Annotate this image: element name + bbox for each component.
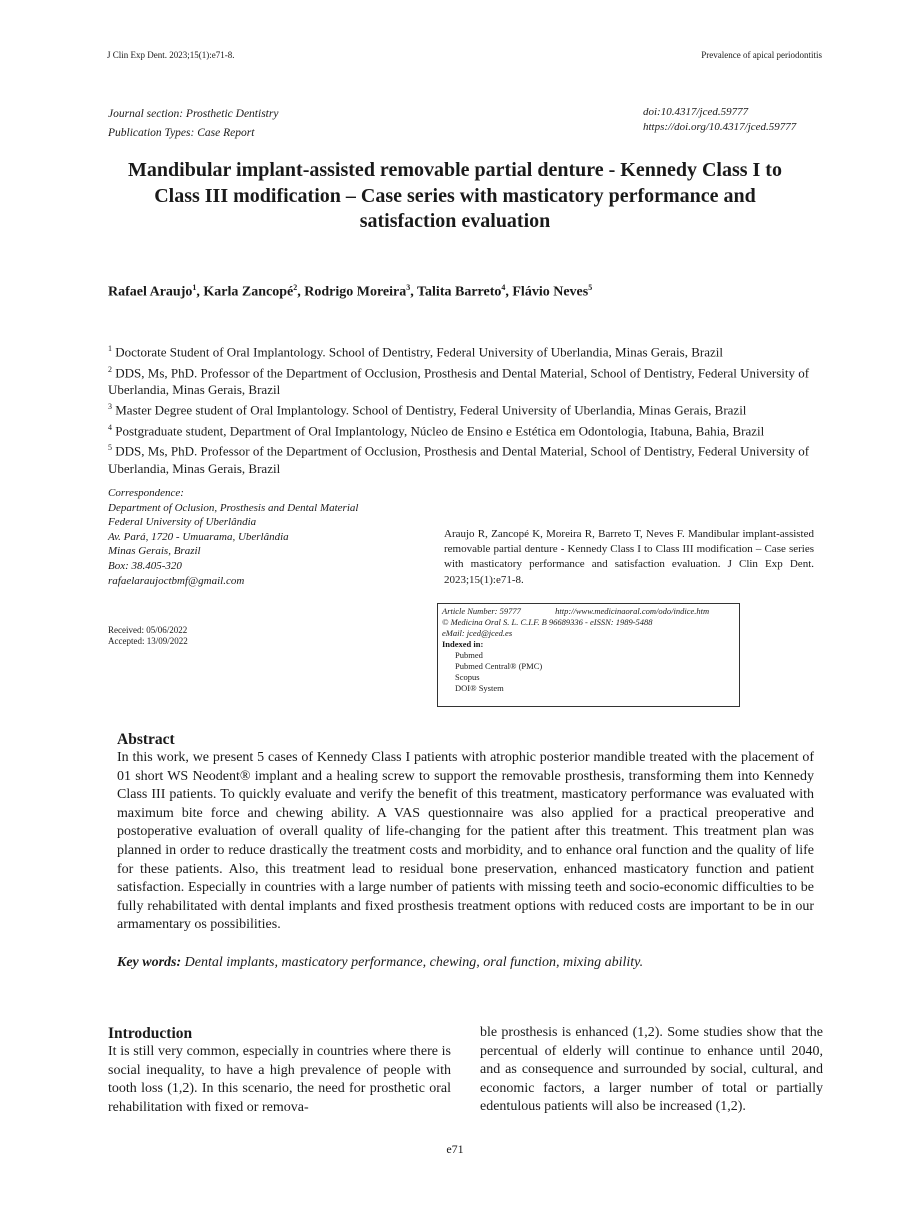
journal-url[interactable]: http://www.medicinaoral.com/odo/indice.htm xyxy=(555,606,710,616)
introduction-left-column xyxy=(108,1024,451,1117)
affiliation-text: Master Degree student of Oral Implantology. School of Dentistry, Federal University of Uberlandia, Minas Gerais, Brazil xyxy=(115,402,747,418)
dates-block xyxy=(108,625,188,647)
info-row xyxy=(442,606,731,617)
keywords xyxy=(117,955,814,971)
contact-email[interactable]: eMail: jced@jced.es xyxy=(442,628,513,638)
affiliation-sup: 5 xyxy=(108,443,112,453)
index-item: Pubmed xyxy=(455,650,483,660)
author-sup: 4 xyxy=(501,283,506,292)
affiliation-sup: 1 xyxy=(108,344,112,353)
affiliation-sup: 3 xyxy=(108,402,112,412)
affiliation-sup: 4 xyxy=(108,422,112,432)
introduction-text-left: It is still very common, especially in countries where there is social inequality, to have a high prevalence of people with tooth loss (1,2). In this scenario, the need for prosthetic oral rehabilitation with fixed or remova- xyxy=(108,1044,451,1115)
author-sup: 3 xyxy=(406,283,411,292)
article-meta-right xyxy=(643,105,796,135)
publication-type: Publication Types: Case Report xyxy=(108,127,255,139)
article-number: Article Number: 59777 xyxy=(442,606,521,616)
correspondence-line: Minas Gerais, Brazil xyxy=(108,545,201,558)
author-list: Rafael Araujo$^1$, Karla Zancopé$^2$, Rodrigo Moreira$^3$, Talita Barreto$^4$, Flávio Neves$^5$ xyxy=(108,283,593,300)
index-item: Scopus xyxy=(455,672,480,682)
keywords-text: Dental implants, masticatory performance, chewing, oral function, mixing ability. xyxy=(184,955,644,970)
publisher-info: © Medicina Oral S. L. C.I.F. B 96689336 - eISSN: 1989-5488 xyxy=(442,617,653,627)
abstract-text: In this work, we present 5 cases of Kennedy Class I patients with atrophic posterior mandible treated with the placement of 01 short WS Neodent® implant and a healing screw to support the removable prosthesis, transforming them into Kennedy Class III patients. To quickly evaluate and verify the benefit of this treatment, masticatory performance was evaluated with maximum bite force and chewing ability. A VAS questionnaire was also applied for a practical preoperative and postoperative evaluation of overall quality of life-changing for the patient after this treatment. This treatment plan was planned in order to reduce drastically the treatment costs and morbidity, and to enhance oral function and the quality of life for these patients. Also, this treatment lead to residual bone preservation, enhanced masticatory function and patient satisfaction. Especially in countries with a large number of patients with missing teeth and socio-economic difficulties to be fully rehabilitated with dental implants and fixed prosthesis treatment options with reduced costs are important to be in our armamentary os possibilities. xyxy=(117,750,814,933)
affiliation-text: Doctorate Student of Oral Implantology. School of Dentistry, Federal University of Uberlandia, Minas Gerais, Brazil xyxy=(115,344,723,360)
correspondence-block xyxy=(108,486,358,588)
introduction-text-right: ble prosthesis is enhanced (1,2). Some studies show that the percentual of elderly will continue to enhance until 2040, and as consequence and surrounded by social, cultural, and economic factors, a larger number of total or partially edentulous patients will also be increased (1,2). xyxy=(480,1025,823,1115)
author-sup: 5 xyxy=(588,283,593,292)
affiliation-item xyxy=(108,361,824,399)
affiliation-item xyxy=(108,340,824,361)
correspondence-line: Box: 38.405-320 xyxy=(108,559,182,572)
correspondence-line: Av. Pará, 1720 - Umuarama, Uberlândia xyxy=(108,530,289,543)
affiliation-item xyxy=(108,419,824,440)
affiliation-text: DDS, Ms, PhD. Professor of the Department of Occlusion, Prosthesis and Dental Material, School of Dentistry, Federal University of Uberlandia, Minas Gerais, Brazil xyxy=(108,443,810,476)
author-name: Karla Zancopé xyxy=(203,284,294,300)
index-item: DOI® System xyxy=(455,683,504,693)
keywords-label: Key words: xyxy=(117,955,182,970)
affiliation-item xyxy=(108,398,824,419)
correspondence-line: Department of Oclusion, Prosthesis and Dental Material xyxy=(108,501,359,514)
running-header-journal: J Clin Exp Dent. 2023;15(1):e71-8. xyxy=(107,50,235,60)
accepted-date: Accepted: 13/09/2022 xyxy=(108,636,188,646)
author-sup: 1 xyxy=(192,283,197,292)
correspondence-line: Federal University of Uberlândia xyxy=(108,516,257,529)
introduction-right-column xyxy=(480,1024,823,1117)
page-number: e71 xyxy=(446,1142,464,1156)
affiliation-text: Postgraduate student, Department of Oral Implantology, Núcleo de Ensino e Estética em Odontologia, Itabuna, Bahia, Brazil xyxy=(115,423,765,439)
article-info-box xyxy=(437,603,740,707)
journal-section: Journal section: Prosthetic Dentistry xyxy=(108,108,279,120)
index-item: Pubmed Central® (PMC) xyxy=(455,661,543,671)
received-date: Received: 05/06/2022 xyxy=(108,625,188,635)
author-name: Rodrigo Moreira xyxy=(304,284,407,300)
affiliation-text: DDS, Ms, PhD. Professor of the Department of Occlusion, Prosthesis and Dental Material, School of Dentistry, Federal University of Uberlandia, Minas Gerais, Brazil xyxy=(108,364,810,398)
affiliation-item xyxy=(108,439,824,477)
article-meta-left xyxy=(108,105,278,143)
abstract-section xyxy=(117,731,814,935)
author-name: Flávio Neves xyxy=(512,284,589,300)
correspondence-label: Correspondence: xyxy=(108,487,184,499)
affiliations xyxy=(108,340,824,477)
citation-text: Araujo R, Zancopé K, Moreira R, Barreto T, Neves F. Mandibular implant-assisted removable partial denture - Kennedy Class I to Class III modification – Case series with masticatory performance and satisfaction evaluation. J Clin Exp Dent. 2023;15(1):e71-8. xyxy=(444,528,814,586)
indexed-label: Indexed in: xyxy=(442,639,484,649)
doi-link[interactable]: https://doi.org/10.4317/jced.59777 xyxy=(643,121,797,133)
paper-title: Mandibular implant-assisted removable partial denture - Kennedy Class I to Class III modification – Case series with masticatory performance and satisfaction evaluation xyxy=(128,159,782,232)
abstract-heading: Abstract xyxy=(117,731,175,748)
running-header-title: Prevalence of apical periodontitis xyxy=(701,50,822,60)
affiliation-sup: 2 xyxy=(108,364,112,374)
author-name: Talita Barreto xyxy=(416,284,502,300)
author-sup: 2 xyxy=(293,283,298,292)
introduction-heading: Introduction xyxy=(108,1025,193,1042)
doi: doi:10.4317/jced.59777 xyxy=(643,106,749,118)
author-name: Rafael Araujo xyxy=(108,284,193,300)
correspondence-email[interactable]: rafaelaraujoctbmf@gmail.com xyxy=(108,574,245,587)
